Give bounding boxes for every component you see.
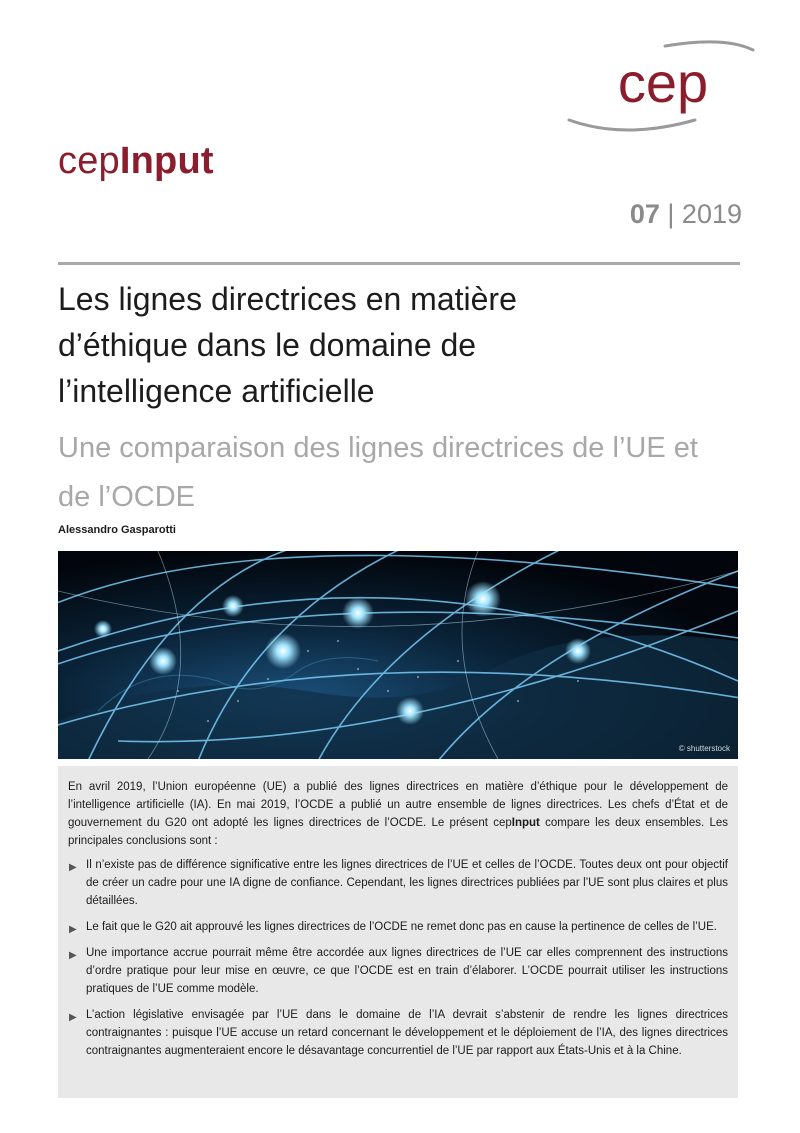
bullet-text: L’action législative envisagée par l’UE dans le domaine de l’IA devrait s’abstenir de rendre les lignes directrices contraignantes : puisque l’UE accuse un retard concernant le développement et le déploiement de l’IA, des lignes directrices contraignantes augmenteraient encore le désavantage concurrentiel de l’UE par rapport aux États-Unis et à la Chine.: [86, 1009, 728, 1057]
subtitle-line: Une comparaison des lignes directrices de l’UE et: [58, 432, 698, 464]
intro-text: En avril 2019, l’Union européenne (UE) a publié des lignes directrices en matière d’éthique pour le développement de l’intelligence artificielle (IA). En mai 2019, l’OCDE a publié un autre ensemble de lignes directrices. Les chefs d’État et de gouvernement du G20 ont adopté les lignes directrices de l’OCDE. Le présent cep: [68, 781, 728, 829]
list-item: [68, 1006, 728, 1060]
summary-intro: [68, 778, 728, 850]
summary-box: [58, 766, 738, 1098]
triangle-right-icon: ▶: [69, 924, 77, 935]
series-prefix: cep: [58, 140, 120, 182]
bullet-text: Une importance accrue pourrait même être accordée aux lignes directrices de l’UE car elles comprennent des instructions d’ordre pratique pour leur mise en œuvre, ce que l’OCDE est en train d’élaborer. L’OCDE pourrait utiliser les instructions pratiques de l’UE comme modèle.: [86, 947, 728, 995]
list-item: [68, 856, 728, 910]
list-item: [68, 944, 728, 998]
triangle-right-icon: ▶: [69, 950, 77, 961]
title-line: Les lignes directrices en matière: [58, 281, 517, 317]
triangle-right-icon: ▶: [69, 1012, 77, 1023]
title-line: d’éthique dans le domaine de: [58, 327, 477, 363]
issue-info: [630, 199, 742, 230]
intro-text-end: compare les deux ensembles. Les principales conclusions sont :: [68, 817, 728, 847]
subtitle-line: de l’OCDE: [58, 481, 195, 513]
issue-year: 2019: [681, 199, 742, 229]
document-subtitle: [58, 424, 738, 522]
header-divider: [58, 262, 740, 265]
author: Alessandro Gasparotti: [58, 524, 176, 536]
bullet-text: Le fait que le G20 ait approuvé les lignes directrices de l’OCDE ne remet donc pas en cause la pertinence de celles de l’UE.: [86, 921, 717, 933]
logo-text: cep: [617, 51, 709, 114]
intro-brand: Input: [511, 817, 540, 829]
list-item: [68, 918, 728, 936]
image-credit: © shutterstock: [678, 744, 730, 753]
hero-image: [58, 551, 738, 759]
series-suffix: Input: [119, 140, 214, 182]
cep-logo: [565, 36, 755, 136]
title-line: l’intelligence artificielle: [58, 373, 375, 409]
conclusions-list: [68, 856, 728, 1060]
triangle-right-icon: ▶: [69, 862, 77, 873]
bullet-text: Il n’existe pas de différence significative entre les lignes directrices de l’UE et celles de l’OCDE. Toutes deux ont pour objectif de créer un cadre pour une IA digne de confiance. Cependant, les lignes directrices publiées par l’UE sont plus claires et plus détaillées.: [86, 859, 728, 907]
issue-separator: |: [667, 199, 675, 229]
series-name: [58, 140, 214, 183]
document-title: [58, 276, 738, 414]
issue-number: 07: [629, 199, 660, 229]
globe-network-illustration: [58, 551, 738, 759]
